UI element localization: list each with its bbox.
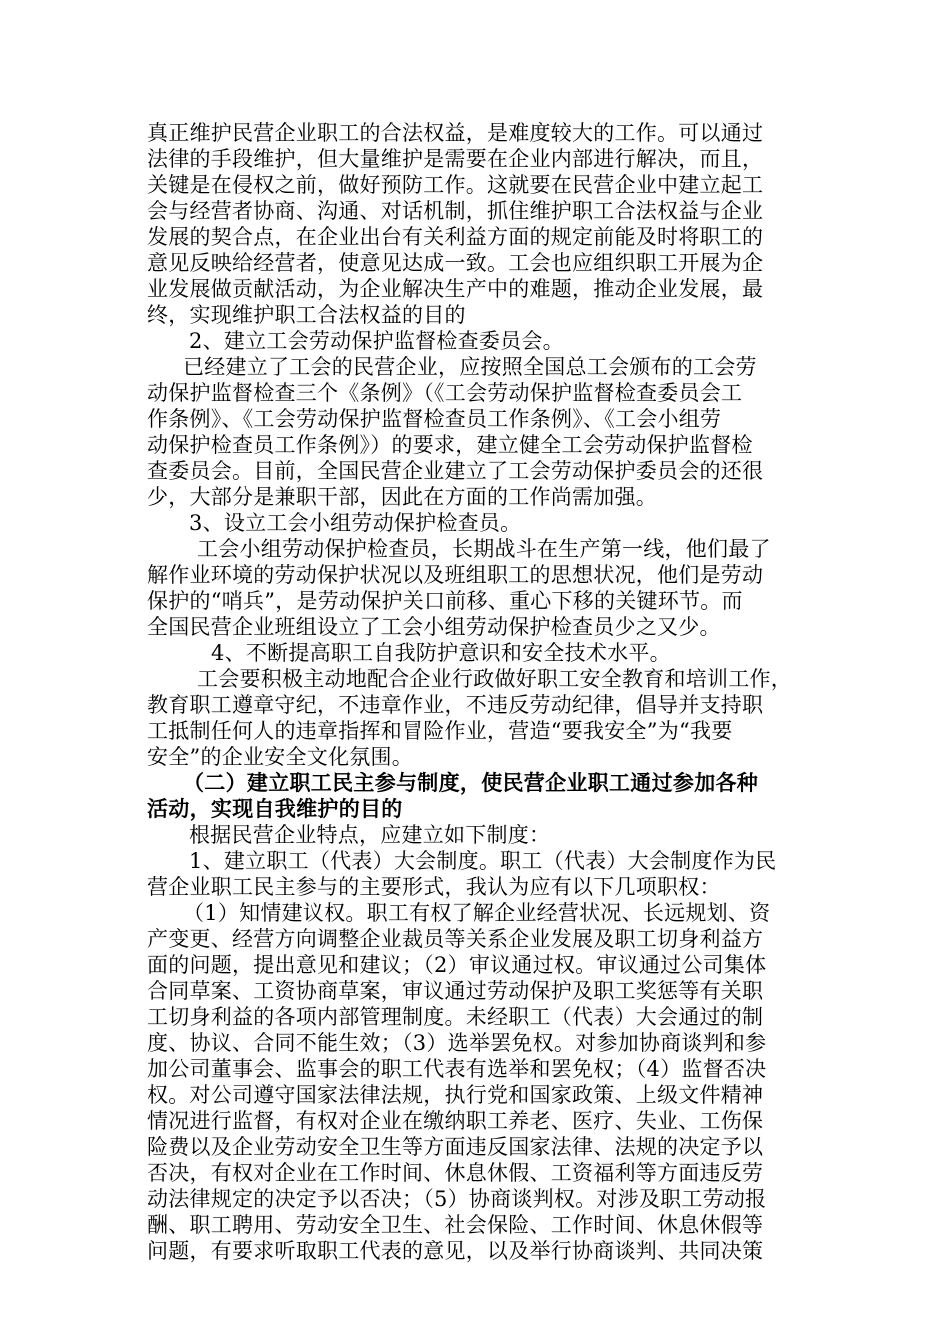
- paragraph-line: 工会要积极主动地配合企业行政做好职工安全教育和培训工作，: [197, 667, 792, 691]
- paragraph-line: 根据民营企业特点，应建立如下制度：: [189, 823, 551, 847]
- paragraph-line: 营企业职工民主参与的主要形式，我认为应有以下几项职权：: [147, 875, 721, 899]
- section-heading: 3、设立工会小组劳动保护检查员。: [189, 511, 522, 535]
- paragraph-line: 加公司董事会、监事会的职工代表有选举和罢免权；（4）监督否决: [147, 1057, 767, 1081]
- paragraph-line: 工抵制任何人的违章指挥和冒险作业，营造“要我安全”为“我要: [147, 719, 733, 743]
- paragraph-line: 面的问题，提出意见和建议；（2）审议通过权。审议通过公司集体: [147, 953, 767, 977]
- paragraph-line: 问题，有要求听取职工代表的意见，以及举行协商谈判、共同决策: [147, 1239, 764, 1263]
- paragraph-line: 会与经营者协商、沟通、对话机制，抓住维护职工合法权益与企业: [147, 199, 764, 223]
- paragraph-line: 产变更、经营方向调整企业裁员等关系企业发展及职工切身利益方: [147, 927, 764, 951]
- paragraph-line: 保护的“哨兵”，是劳动保护关口前移、重心下移的关键环节。而: [147, 589, 743, 613]
- paragraph-line: 发展的契合点，在企业出台有关利益方面的规定前能及时将职工的: [147, 225, 764, 249]
- paragraph-line: 动法律规定的决定予以否决；（5）协商谈判权。对涉及职工劳动报: [147, 1187, 767, 1211]
- paragraph-line: 酬、职工聘用、劳动安全卫生、社会保险、工作时间、休息休假等: [147, 1213, 764, 1237]
- section-heading: 2、建立工会劳动保护监督检查委员会。: [189, 329, 564, 353]
- bold-heading: 活动，实现自我维护的目的: [147, 797, 403, 821]
- paragraph-line: 度、协议、合同不能生效；（3）选举罢免权。对参加协商谈判和参: [147, 1031, 767, 1055]
- paragraph-line: 权。对公司遵守国家法律法规，执行党和国家政策、上级文件精神: [147, 1083, 764, 1107]
- paragraph-line: 工切身利益的各项内部管理制度。未经职工（代表）大会通过的制: [147, 1005, 764, 1029]
- paragraph-line: 已经建立了工会的民营企业，应按照全国总工会颁布的工会劳: [183, 355, 757, 379]
- paragraph-line: 关键是在侵权之前，做好预防工作。这就要在民营企业中建立起工: [147, 173, 764, 197]
- paragraph-line: 合同草案、工资协商草案，审议通过劳动保护及职工奖惩等有关职: [147, 979, 764, 1003]
- paragraph-line: 意见反映给经营者，使意见达成一致。工会也应组织职工开展为企: [147, 251, 764, 275]
- paragraph-line: 否决，有权对企业在工作时间、休息休假、工资福利等方面违反劳: [147, 1161, 764, 1185]
- section-heading: 4、不断提高职工自我防护意识和安全技术水平。: [211, 641, 671, 665]
- paragraph-line: 动保护检查员工作条例》）的要求，建立健全工会劳动保护监督检: [147, 433, 753, 457]
- paragraph-line: 全国民营企业班组设立了工会小组劳动保护检查员少之又少。: [147, 615, 721, 639]
- paragraph-line: 少，大部分是兼职干部，因此在方面的工作尚需加强。: [147, 485, 657, 509]
- paragraph-line: 终，实现维护职工合法权益的目的: [147, 303, 466, 327]
- paragraph-line: 工会小组劳动保护检查员，长期战斗在生产第一线，他们最了: [197, 537, 771, 561]
- paragraph-line: 解作业环境的劳动保护状况以及班组职工的思想状况，他们是劳动: [147, 563, 764, 587]
- paragraph-line: 险费以及企业劳动安全卫生等方面违反国家法律、法规的决定予以: [147, 1135, 764, 1159]
- paragraph-line: 真正维护民营企业职工的合法权益，是难度较大的工作。可以通过: [147, 121, 764, 145]
- paragraph-line: 1、建立职工（代表）大会制度。职工（代表）大会制度作为民: [189, 849, 777, 873]
- paragraph-line: 法律的手段维护，但大量维护是需要在企业内部进行解决，而且，: [147, 147, 764, 171]
- paragraph-line: 业发展做贡献活动，为企业解决生产中的难题，推动企业发展，最: [147, 277, 764, 301]
- paragraph-line: 动保护监督检查三个《条例》（《工会劳动保护监督检查委员会工: [147, 381, 743, 405]
- paragraph-line: 情况进行监督，有权对企业在缴纳职工养老、医疗、失业、工伤保: [147, 1109, 764, 1133]
- bold-heading: （二）建立职工民主参与制度，使民营企业职工通过参加各种: [183, 771, 759, 795]
- paragraph-line: （1）知情建议权。职工有权了解企业经营状况、长远规划、资: [183, 901, 771, 925]
- paragraph-line: 安全”的企业安全文化氛围。: [147, 745, 413, 769]
- paragraph-line: 查委员会。目前，全国民营企业建立了工会劳动保护委员会的还很: [147, 459, 764, 483]
- paragraph-line: 教育职工遵章守纪，不违章作业，不违反劳动纪律，倡导并支持职: [147, 693, 764, 717]
- paragraph-line: 作条例》、《工会劳动保护监督检查员工作条例》、《工会小组劳: [147, 407, 722, 431]
